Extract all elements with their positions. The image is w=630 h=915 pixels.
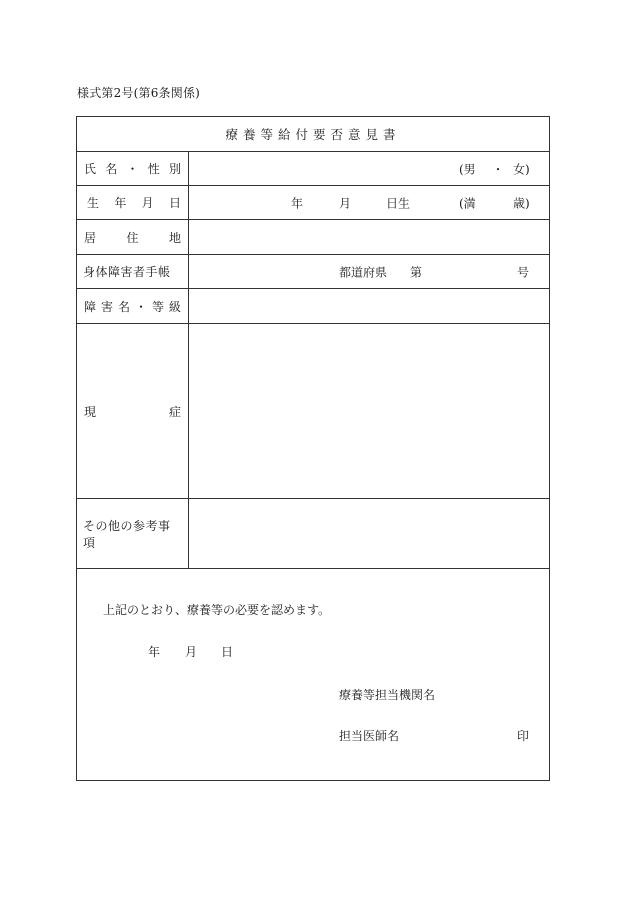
age-close-label: 歳) xyxy=(513,196,530,210)
label-char: 月 xyxy=(141,196,154,210)
row-birth-date xyxy=(77,186,549,220)
label-char: 現 xyxy=(84,404,97,419)
row-disability-handbook xyxy=(77,255,549,289)
institution-name-label: 療養等担当機関名 xyxy=(339,688,436,702)
doctor-name-label: 担当医師名 xyxy=(339,729,400,743)
declaration-day-label: 日 xyxy=(221,645,234,659)
declaration-section xyxy=(77,569,549,780)
label-text: その他の参考事項 xyxy=(83,518,171,550)
label-char: 障 xyxy=(84,299,97,314)
label-char: 症 xyxy=(168,404,181,419)
label-char: 生 xyxy=(87,196,100,210)
prefecture-label: 都道府県 xyxy=(339,265,388,279)
label-char: ・ xyxy=(134,299,147,314)
label-disability-grade xyxy=(77,289,189,323)
label-char: 害 xyxy=(100,299,113,314)
seal-label: 印 xyxy=(517,729,530,743)
handbook-number-prefix: 第 xyxy=(410,265,423,279)
handbook-number-suffix: 号 xyxy=(517,265,530,279)
row-address xyxy=(77,220,549,255)
label-char: 級 xyxy=(168,299,181,314)
label-char: 等 xyxy=(151,299,164,314)
label-char: 日 xyxy=(168,196,181,210)
sex-male-option[interactable]: (男 xyxy=(459,162,476,176)
sex-separator: ・ xyxy=(492,162,505,176)
label-char: 氏 xyxy=(84,162,97,176)
label-char: 別 xyxy=(168,162,181,176)
declaration-statement: 上記のとおり、療養等の必要を認めます。 xyxy=(103,603,331,617)
label-char: 居 xyxy=(84,230,97,245)
form-title: 療養等給付要否意見書 xyxy=(77,117,549,152)
row-current-symptoms xyxy=(77,324,549,499)
row-disability-grade xyxy=(77,289,549,324)
label-char: 年 xyxy=(114,196,127,210)
birth-year-label: 年 xyxy=(291,196,304,210)
label-text: 身体障害者手帳 xyxy=(83,265,171,279)
label-char: 名 xyxy=(117,299,130,314)
label-char: 名 xyxy=(105,162,118,176)
birth-month-label: 月 xyxy=(339,196,352,210)
form-number-label: 様式第2号(第6条関係) xyxy=(77,86,201,100)
label-name-sex xyxy=(77,152,189,185)
birth-day-label: 日生 xyxy=(386,196,411,210)
label-current-symptoms xyxy=(77,324,189,498)
label-other-notes xyxy=(77,499,189,568)
age-open-label: (満 xyxy=(459,196,476,210)
label-disability-handbook xyxy=(77,255,189,288)
label-char: 地 xyxy=(168,230,181,245)
label-address xyxy=(77,220,189,254)
declaration-month-label: 月 xyxy=(185,645,198,659)
declaration-year-label: 年 xyxy=(148,645,161,659)
opinion-form-table xyxy=(76,116,550,781)
row-other-notes xyxy=(77,499,549,569)
label-char: 性 xyxy=(147,162,160,176)
row-name-sex xyxy=(77,152,549,186)
sex-female-option[interactable]: 女) xyxy=(513,162,530,176)
label-birth-date xyxy=(77,186,189,219)
label-char: 住 xyxy=(126,230,139,245)
label-char: ・ xyxy=(126,162,139,176)
